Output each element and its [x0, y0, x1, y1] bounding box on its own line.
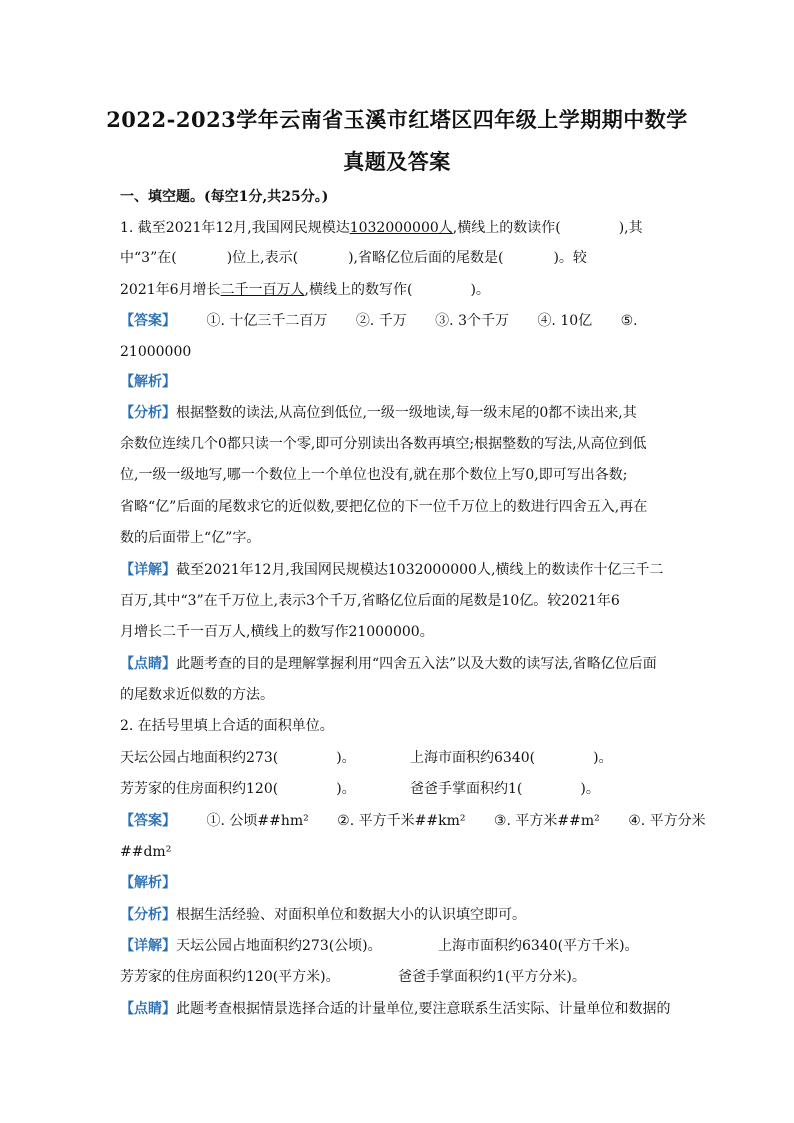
section-heading: 一、填空题。(每空1分,共25分。)	[120, 189, 329, 205]
q2-detail-row1-left	[120, 936, 382, 956]
q2-answer-cont: ##dm²	[120, 844, 172, 860]
analysis-tag: 【解析】	[120, 875, 176, 891]
q1-comment-line2: 的尾数求近似数的方法。	[120, 687, 274, 703]
comment-tag: 【点睛】	[120, 656, 176, 672]
answer-tag: 【答案】	[120, 313, 176, 329]
analysis-tag: 【解析】	[120, 374, 176, 390]
q1-answer-cont: 21000000	[120, 344, 192, 360]
detail-text: 截至2021年12月,我国网民规模达1032000000人,横线上的数读作十亿三千二	[176, 562, 664, 578]
q2-detail-row1-right: 上海市面积约6340(平方千米)。	[438, 938, 639, 954]
answer-item: ⑤.	[620, 313, 638, 329]
q1-text: )。较	[553, 250, 587, 266]
q1-line1	[120, 218, 643, 238]
q1-underlined-number: 二千一百万人	[220, 282, 305, 298]
q1-line3	[120, 280, 490, 300]
q1-fenxi-line5: 数的后面带上“亿”字。	[120, 530, 261, 546]
answer-item: ③. 3个千万	[435, 313, 509, 329]
answer-item: ①. 十亿三千二百万	[206, 313, 328, 329]
answer-tag: 【答案】	[120, 813, 176, 829]
q1-text: )。	[470, 282, 490, 298]
q1-text: 2021年6月增长	[120, 282, 221, 298]
q1-detail-line1	[120, 560, 663, 580]
q1-text: ,横线上的数写作(	[304, 282, 413, 298]
q2-row2-right	[410, 779, 600, 799]
q1-fenxi-line2: 余数位连续几个0都只读一个零,即可分别读出各数再填空;根据整数的写法,从高位到低	[120, 436, 647, 452]
analysis-text: 根据整数的读法,从高位到低位,一级一级地读,每一级末尾的0都不读出来,其	[176, 405, 637, 421]
q2-row1-right	[410, 748, 613, 768]
q1-text: )位上,表示(	[226, 250, 299, 266]
answer-item: ①. 公顷##hm²	[206, 813, 309, 829]
page-title: 2022-2023学年云南省玉溪市红塔区四年级上学期期中数学	[106, 107, 688, 132]
q1-text: ,横线上的数读作(	[452, 220, 561, 236]
detail-tag: 【详解】	[120, 562, 176, 578]
answer-item: ②. 平方千米##km²	[337, 813, 466, 829]
q1-fenxi-line3: 位,一级一级地写,哪一个数位上一个单位也没有,就在那个数位上写0,即可写出各数;	[120, 467, 628, 483]
q1-detail-line3: 月增长二千一百万人,横线上的数写作21000000。	[120, 624, 434, 640]
analysis-subtag: 【分析】	[120, 405, 176, 421]
analysis-subtag: 【分析】	[120, 907, 176, 923]
q2-row1-left	[120, 748, 356, 768]
q1-text: 中“3”在(	[120, 250, 177, 266]
page-title-line2: 真题及答案	[343, 149, 451, 174]
q2-detail-row2-left: 芳芳家的住房面积约120(平方米)。	[120, 969, 340, 985]
q2-stem: 2. 在括号里填上合适的面积单位。	[120, 718, 334, 734]
comment-text: 此题考查根据情景选择合适的计量单位,要注意联系生活实际、计量单位和数据的	[176, 1001, 671, 1017]
q2-fenxi	[120, 905, 526, 925]
answer-item: ②. 千万	[355, 313, 407, 329]
q2-text: 天坛公园占地面积约273(	[120, 750, 279, 766]
q1-line2	[120, 248, 587, 268]
q1-detail-line2: 百万,其中“3”在千万位上,表示3个千万,省略亿位后面的尾数是10亿。较2021年6	[120, 593, 620, 609]
q2-detail-row2-right: 爸爸手掌面积约1(平方分米)。	[398, 969, 586, 985]
q2-text: 爸爸手掌面积约1(	[410, 781, 523, 797]
comment-text: 此题考查的目的是理解掌握利用“四舍五入法”以及大数的读写法,省略亿位后面	[176, 656, 657, 672]
q1-text: 1. 截至2021年12月,我国网民规模达	[120, 220, 350, 236]
q1-fenxi-line4: 省略“亿”后面的尾数求它的近似数,要把亿位的下一位千万位上的数进行四舍五入,再在	[120, 499, 648, 515]
q1-answer	[120, 311, 638, 331]
q1-comment-line1	[120, 654, 657, 674]
comment-tag: 【点睛】	[120, 1001, 176, 1017]
q1-text: ),省略亿位后面的尾数是(	[348, 250, 504, 266]
q2-answer	[120, 811, 706, 831]
answer-item: ④. 平方分米	[628, 813, 706, 829]
q2-row2-left	[120, 779, 356, 799]
q2-text: 芳芳家的住房面积约120(	[120, 781, 279, 797]
q1-underlined-number: 1032000000人	[349, 220, 453, 236]
q1-fenxi-line1	[120, 403, 637, 423]
detail-text: 天坛公园占地面积约273(公顷)。	[176, 938, 382, 954]
q2-text: )。	[580, 781, 600, 797]
answer-item: ④. 10亿	[537, 313, 593, 329]
q1-text: ),其	[618, 220, 643, 236]
q2-text: )。	[336, 781, 356, 797]
q2-text: 上海市面积约6340(	[410, 750, 536, 766]
detail-tag: 【详解】	[120, 938, 176, 954]
analysis-text: 根据生活经验、对面积单位和数据大小的认识填空即可。	[176, 907, 526, 923]
q2-comment	[120, 999, 670, 1019]
q2-text: )。	[593, 750, 613, 766]
answer-item: ③. 平方米##m²	[493, 813, 600, 829]
q2-text: )。	[336, 750, 356, 766]
